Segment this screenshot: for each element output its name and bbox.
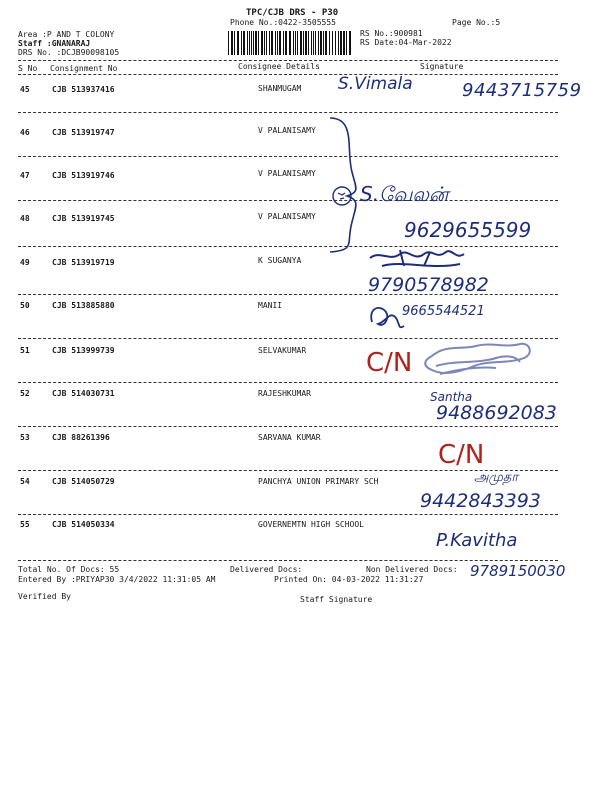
- barcode-bar: [308, 31, 309, 55]
- row-sno: 55: [20, 520, 30, 529]
- page-number: Page No.:5: [452, 18, 501, 27]
- col-header-consignee: Consignee Details: [238, 62, 320, 71]
- row-sno: 46: [20, 128, 30, 137]
- col-header-sno: S No: [18, 64, 38, 73]
- row-divider: [18, 560, 558, 561]
- row-consignment: CJB 513919747: [52, 128, 115, 137]
- row-consignment: CJB 513885880: [52, 301, 115, 310]
- barcode-bar: [261, 31, 263, 55]
- row-consignment: CJB 514030731: [52, 389, 115, 398]
- barcode-bar: [323, 31, 324, 55]
- row-consignee: K SUGANYA: [258, 256, 302, 265]
- phone-number: Phone No.:0422-3505555: [230, 18, 336, 27]
- barcode-bar: [289, 31, 291, 55]
- drs-number: DRS No. :DCJB90098105: [18, 48, 120, 57]
- row-divider: [18, 246, 558, 247]
- row-divider: [18, 426, 558, 427]
- barcode-bar: [313, 31, 314, 55]
- col-header-consignment: Consignment No: [50, 64, 118, 73]
- row-divider: [18, 156, 558, 157]
- barcode-bar: [251, 31, 252, 55]
- barcode-bar: [253, 31, 254, 55]
- row-consignee: V PALANISAMY: [258, 126, 316, 135]
- row-consignment: CJB 88261396: [52, 433, 110, 442]
- row-sno: 49: [20, 258, 30, 267]
- barcode-bar: [293, 31, 294, 55]
- rs-date: RS Date:04-Mar-2022: [360, 38, 452, 47]
- barcode-bar: [311, 31, 312, 55]
- handwritten-phone: 9789150030: [470, 562, 566, 580]
- barcode-bar: [320, 31, 322, 55]
- barcode-bar: [237, 31, 239, 55]
- barcode-bar: [234, 31, 235, 55]
- handwritten-phone: 9488692083: [436, 402, 557, 424]
- row-consignment: CJB 513937416: [52, 85, 115, 94]
- barcode-bar: [243, 31, 245, 55]
- verified-by: Verified By: [18, 592, 71, 601]
- barcode-bar: [264, 31, 265, 55]
- barcode-bar: [318, 31, 319, 55]
- barcode-bar: [285, 31, 287, 55]
- handwritten-signature: P.Kavitha: [436, 530, 518, 551]
- row-consignee: V PALANISAMY: [258, 212, 316, 221]
- barcode-bar: [241, 31, 242, 55]
- document-title: TPC/CJB DRS - P30: [246, 8, 339, 18]
- header-divider-top: [18, 60, 558, 61]
- row-divider: [18, 112, 558, 113]
- barcode-bar: [249, 31, 250, 55]
- barcode-bar: [346, 31, 347, 55]
- barcode-bar: [277, 31, 278, 55]
- barcode-bar: [258, 31, 259, 55]
- handwritten-signature: S.Vimala: [338, 74, 413, 94]
- row-consignee: SHANMUGAM: [258, 84, 302, 93]
- handwritten-signature: அமுதா: [474, 470, 519, 485]
- handwritten-phone: 9442843393: [420, 490, 541, 512]
- handwritten-phone: 9665544521: [402, 304, 485, 319]
- row-consignment: CJB 513919746: [52, 171, 115, 180]
- col-header-signature: Signature: [420, 62, 464, 71]
- barcode-bar: [332, 31, 333, 55]
- row-sno: 52: [20, 389, 30, 398]
- row-sno: 48: [20, 214, 30, 223]
- barcode-bar: [340, 31, 342, 55]
- row-consignee: SARVANA KUMAR: [258, 433, 321, 442]
- row-divider: [18, 338, 558, 339]
- row-sno: 54: [20, 477, 30, 486]
- handwritten-phone: 9790578982: [368, 274, 489, 296]
- barcode-bar: [315, 31, 316, 55]
- row-sno: 45: [20, 85, 30, 94]
- barcode-bar: [283, 31, 284, 55]
- barcode-bar: [279, 31, 281, 55]
- barcode-bar: [303, 31, 304, 55]
- row-consignee: SELVAKUMAR: [258, 346, 307, 355]
- handwritten-signature: Santha: [430, 390, 473, 404]
- handwritten-signature: S.வேலன்: [360, 182, 449, 206]
- handwritten-phone: 9443715759: [462, 80, 582, 101]
- barcode-bar: [329, 31, 330, 55]
- barcode-bar: [269, 31, 270, 55]
- barcode-bar: [275, 31, 276, 55]
- barcode-bar: [231, 31, 233, 55]
- barcode-bar: [266, 31, 267, 55]
- row-sno: 50: [20, 301, 30, 310]
- row-consignee: MANII: [258, 301, 283, 310]
- entered-by: Entered By :PRIYAP30 3/4/2022 11:31:05 AM: [18, 575, 216, 584]
- header-divider-bottom: [18, 74, 558, 75]
- row-consignment: CJB 513999739: [52, 346, 115, 355]
- row-consignee: PANCHYA UNION PRIMARY SCH: [258, 477, 379, 486]
- barcode-bar: [325, 31, 327, 55]
- barcode-bar: [228, 31, 229, 55]
- barcode-bar: [305, 31, 307, 55]
- handwritten-phone: 9629655599: [404, 218, 532, 242]
- barcode-bar: [343, 31, 345, 55]
- barcode-bar: [297, 31, 298, 55]
- staff-label: Staff :GNANARAJ: [18, 39, 91, 48]
- row-divider: [18, 514, 558, 515]
- row-divider: [18, 382, 558, 383]
- barcode-bar: [295, 31, 296, 55]
- barcode: [228, 31, 352, 55]
- barcode-bar: [335, 31, 336, 55]
- row-sno: 51: [20, 346, 30, 355]
- row-divider: [18, 200, 558, 201]
- barcode-bar: [271, 31, 273, 55]
- barcode-bar: [300, 31, 302, 55]
- cn-mark: C/N: [438, 440, 485, 470]
- row-consignee: RAJESHKUMAR: [258, 389, 311, 398]
- row-consignment: CJB 514050729: [52, 477, 115, 486]
- cn-mark: C/N: [366, 348, 413, 378]
- barcode-bar: [255, 31, 257, 55]
- non-delivered-docs: Non Delivered Docs:: [366, 565, 458, 574]
- staff-signature: Staff Signature: [300, 595, 373, 604]
- barcode-bar: [349, 31, 351, 55]
- row-consignment: CJB 513919745: [52, 214, 115, 223]
- barcode-bar: [247, 31, 248, 55]
- barcode-graphic: [228, 31, 352, 55]
- rs-number: RS No.:900981: [360, 29, 423, 38]
- area-label: Area :P AND T COLONY: [18, 30, 115, 39]
- row-consignment: CJB 513919719: [52, 258, 115, 267]
- barcode-bar: [338, 31, 339, 55]
- total-docs: Total No. Of Docs: 55: [18, 565, 120, 574]
- delivered-docs: Delivered Docs:: [230, 565, 303, 574]
- row-consignee: GOVERNEMTN HIGH SCHOOL: [258, 520, 364, 529]
- printed-on: Printed On: 04-03-2022 11:31:27: [274, 575, 424, 584]
- row-sno: 47: [20, 171, 30, 180]
- row-consignee: V PALANISAMY: [258, 169, 316, 178]
- row-sno: 53: [20, 433, 30, 442]
- row-consignment: CJB 514050334: [52, 520, 115, 529]
